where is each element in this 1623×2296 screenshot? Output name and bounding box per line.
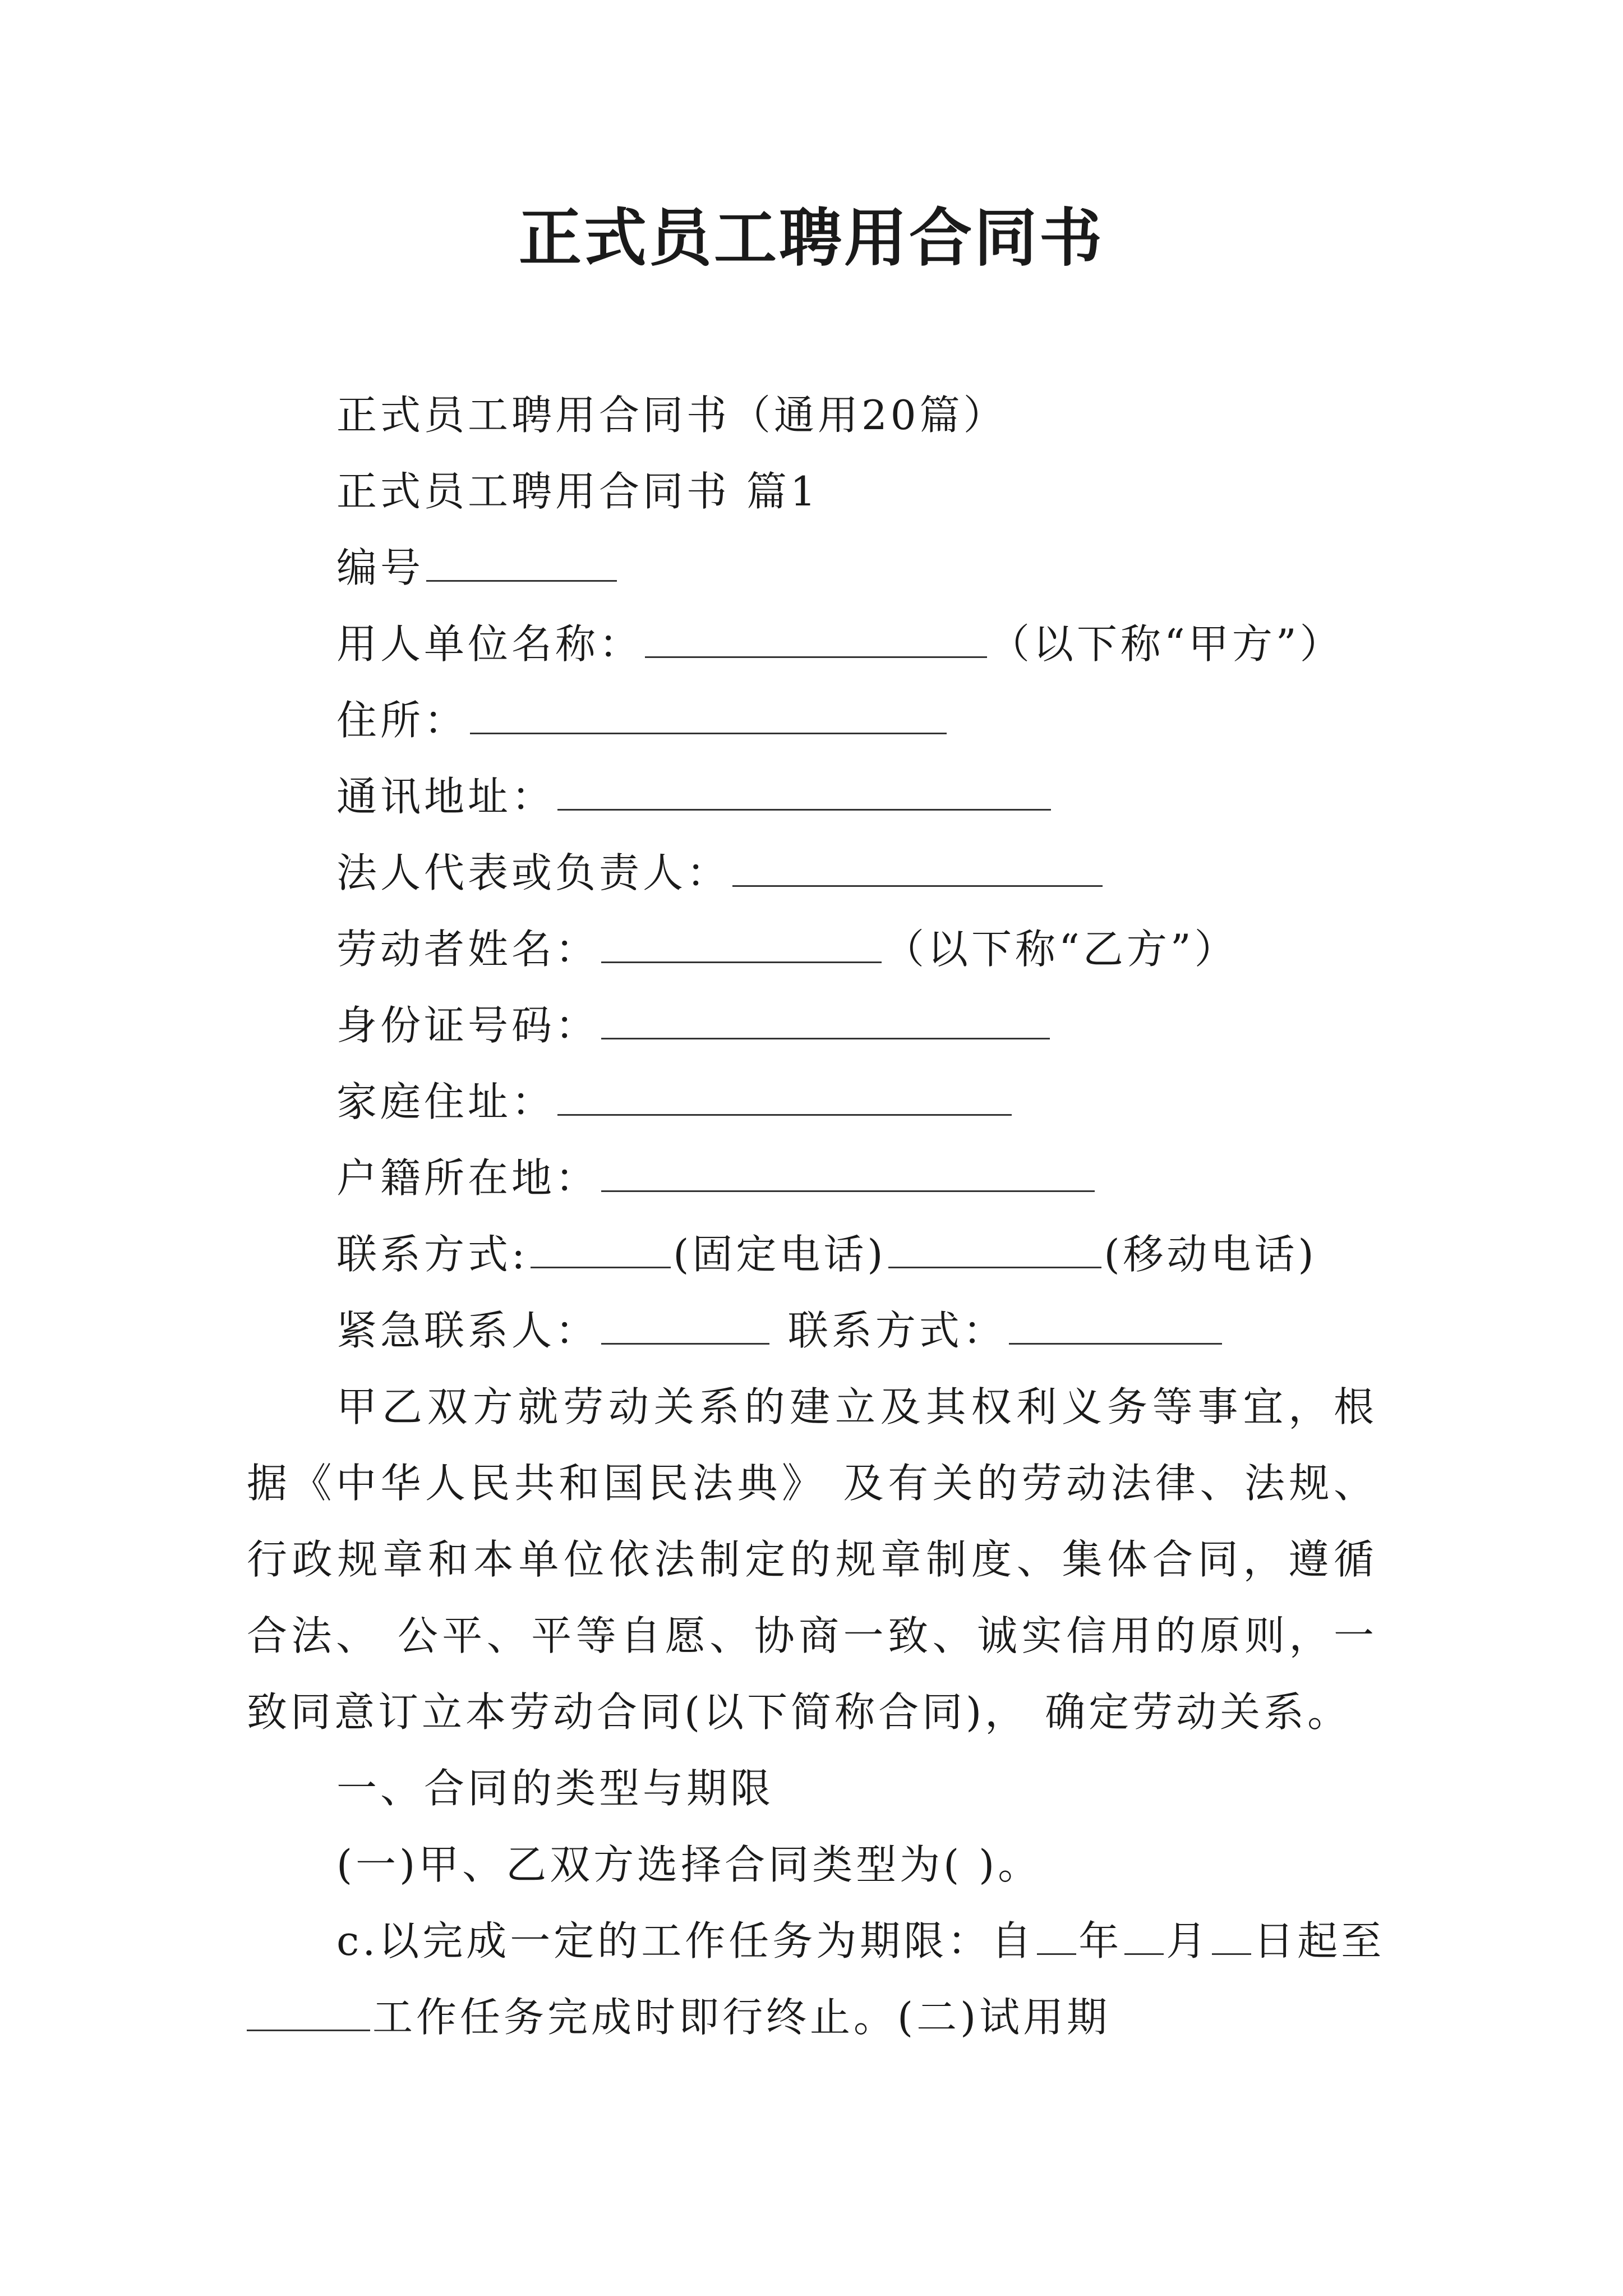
task-blank <box>247 1987 370 2031</box>
emergency-contact-label: 紧急联系人： <box>336 1307 600 1354</box>
mailing-address-blank <box>557 766 1051 811</box>
day-label: 日起至 <box>1253 1917 1385 1964</box>
section1-heading: 一、合同的类型与期限 <box>336 1765 774 1812</box>
page-title: 正式员工聘用合同书 <box>519 201 1104 275</box>
landline-label: (固定电话) <box>673 1231 887 1278</box>
worker-name-suffix: （以下称“乙方”） <box>884 926 1238 973</box>
employer-name-suffix: （以下称“甲方”） <box>989 620 1344 668</box>
id-number-blank <box>601 995 1050 1039</box>
piece-heading: 正式员工聘用合同书 篇1 <box>336 468 819 515</box>
legal-rep-label: 法人代表或负责人： <box>336 849 731 896</box>
household-row <box>247 1140 1377 1216</box>
number-row <box>247 530 1377 606</box>
intro-paragraph: 甲乙双方就劳动关系的建立及其权利义务等事宜，根据《中华人民共和国民法典》 及有关的劳动法律、法规、行政规章和本单位依法制定的规章制度、集体合同，遵循合法、 公平、平等自愿、协商一致、诚实信用的原则，一致同意订立本劳动合同(以下简称合同)， 确定劳动关系。 <box>247 1383 1377 1736</box>
residence-label: 住所： <box>336 697 468 744</box>
contact-row <box>247 1216 1377 1292</box>
id-number-label: 身份证号码： <box>336 1002 600 1049</box>
mobile-blank <box>888 1224 1101 1268</box>
month-blank <box>1124 1911 1164 1955</box>
home-address-blank <box>557 1071 1012 1116</box>
clause-c-end: 工作任务完成时即行终止。(二)试用期 <box>372 1994 1111 2041</box>
household-label: 户籍所在地： <box>336 1154 600 1202</box>
employer-name-blank <box>645 614 987 658</box>
mobile-label: (移动电话) <box>1104 1231 1317 1278</box>
day-blank <box>1212 1911 1251 1955</box>
subtitle: 正式员工聘用合同书（通用20篇） <box>336 392 1007 439</box>
employer-name-row <box>247 606 1377 682</box>
document-body <box>247 377 1385 2055</box>
worker-name-blank <box>601 919 882 963</box>
emergency-phone-blank <box>1009 1300 1222 1345</box>
clause-1: (一)甲、乙双方选择合同类型为( )。 <box>336 1841 1042 1888</box>
emergency-contact-row <box>247 1292 1377 1369</box>
clause-c-end-row <box>247 1979 1377 2055</box>
month-label: 月 <box>1166 1917 1210 1964</box>
worker-name-row <box>247 911 1377 987</box>
clause-c-row <box>247 1903 1385 1979</box>
residence-row <box>247 682 1377 758</box>
worker-name-label: 劳动者姓名： <box>336 926 600 973</box>
residence-blank <box>470 690 947 734</box>
number-label: 编号 <box>336 544 425 591</box>
employer-name-label: 用人单位名称： <box>336 620 643 668</box>
year-blank <box>1037 1911 1076 1955</box>
home-address-row <box>247 1064 1377 1140</box>
household-blank <box>601 1148 1095 1192</box>
id-number-row <box>247 987 1377 1064</box>
contact-label: 联系方式: <box>336 1231 529 1278</box>
clause-c-start: c.以完成一定的工作任务为期限：自 <box>336 1917 1035 1964</box>
home-address-label: 家庭住址： <box>336 1078 556 1125</box>
legal-rep-blank <box>732 843 1103 887</box>
legal-rep-row <box>247 835 1377 911</box>
mailing-address-label: 通讯地址： <box>336 773 556 820</box>
emergency-contact-blank <box>601 1300 769 1345</box>
number-blank <box>426 537 617 582</box>
landline-blank <box>531 1224 671 1268</box>
year-label: 年 <box>1078 1917 1123 1964</box>
mailing-address-row <box>247 758 1377 835</box>
emergency-phone-label: 联系方式： <box>787 1307 1007 1354</box>
